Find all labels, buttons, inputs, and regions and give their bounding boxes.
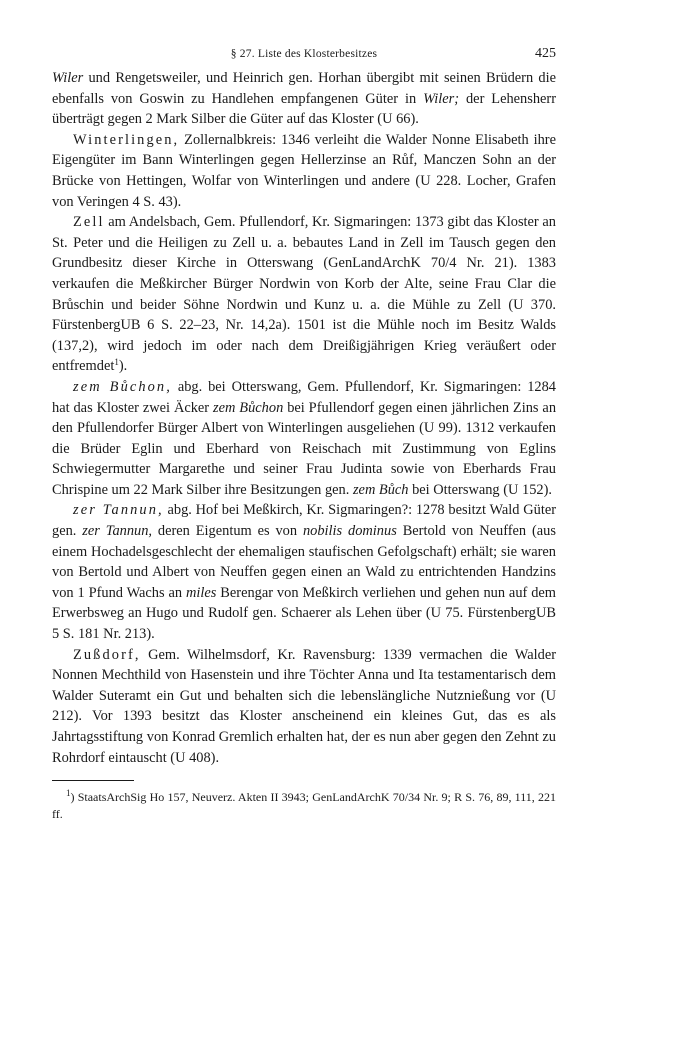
entry-winterlingen: [52, 130, 556, 212]
paragraph-text: der Lehensherr überträgt gegen 2 Mark Silber die Güter auf das Kloster (U 66).: [52, 90, 557, 128]
entry-text: deren Eigentum es von: [152, 523, 303, 540]
footnote-reference[interactable]: 1: [114, 357, 119, 368]
running-head: § 27. Liste des Klosterbesitzes: [230, 48, 378, 60]
entry-text: Gem. Wilhelmsdorf, Kr. Ravensburg: 1339 vermachen die Walder Nonnen Mechthild von Hasenstein und ihre Töchter Anna und Ita testamentarisch dem Walder Suteramt ein Gut und behalten sich die lebenslängliche Nutznießung vor (U 212). Vor 1393 besitzt das Kloster anscheinend ein kleines Gut, das es als Jahrtagsstiftung von Konrad Gremlich erhalten hat, der es nun aber gegen den Zehnt zu Rohrdorf eintauscht (U 408).: [52, 646, 556, 766]
entry-text: Bertold von Neuffen (aus einem Hochadelsgeschlecht der ehemaligen staufischen Gefolgschaft) erhält; sie waren von Bertold und Albert von Neuffen gegen einen an Wald zu entrichtenden Handzins von 1 Pfund Wachs an: [52, 523, 556, 601]
entry-text: bei Pfullendorf gegen einen jährlichen Zins an den Pfullendorfer Bürger Albert von Winterlingen ausgeliehen (U 99). 1312 verkaufen die Brüder Eglin und Eberhard von Reischach mit Zustimmung von Eglins Schwiegermutter Margarethe und seiner Frau Judinta sowie von Eberhards Frau Chrispine um 22 Mark Silber ihre Besitzungen gen.: [52, 399, 557, 498]
entry-text: ).: [118, 358, 128, 375]
place-name-italic: zem Bůchon: [213, 399, 284, 416]
entry-heading: zer Tannun,: [73, 502, 164, 519]
paragraph-text: und Rengetsweiler, und Heinrich gen. Horhan übergibt mit seinen Brüdern die ebenfalls von Goswin zu Handlehen empfangenen Güter in: [52, 70, 556, 107]
footnote: [52, 789, 556, 823]
entry-text: abg. Hof bei Meßkirch, Kr. Sigmaringen?: 1278 besitzt Wald Güter gen.: [52, 502, 556, 540]
footnote-marker: 1: [66, 788, 71, 799]
footnote-text: ) StaatsArchSig Ho 157, Neuverz. Akten II 3943; GenLandArchK 70/34 Nr. 9; R S. 76, 89, 111, 221 ff.: [52, 790, 556, 822]
entry-heading: Zußdorf,: [73, 646, 141, 663]
latin-term: nobilis dominus: [302, 523, 397, 540]
entry-zell: [52, 212, 556, 377]
latin-term: miles: [186, 584, 217, 601]
place-name-wiler: Wiler: [52, 70, 84, 86]
page-number: 425: [535, 46, 556, 61]
place-name-italic: zem Bůch: [352, 481, 409, 498]
entry-heading: Zell: [73, 214, 105, 231]
entry-text: bei Otterswang (U 152).: [408, 481, 552, 498]
entry-text: Berengar von Meßkirch verliehen und gehen nun auf dem Erwerbsweg an Hugo und Rudolf gen. Schaerer als Lehen über (U 75. FürstenbergUB 5 S. 181 Nr. 213).: [52, 584, 556, 643]
entry-text: abg. bei Otterswang, Gem. Pfullendorf, Kr. Sigmaringen: 1284 hat das Kloster zwei Äcker: [52, 378, 556, 416]
entry-heading: zem Bůchon,: [73, 378, 172, 395]
page-header: [52, 40, 556, 68]
body-text: [52, 68, 556, 768]
entry-zussdorf: [52, 645, 556, 769]
entry-text: Zollernalbkreis: 1346 verleiht die Walder Nonne Elisabeth ihre Eigengüter im Bann Winterlingen gegen Hellerzinse an Růf, Manczen Sohn an der Brücke von Hettingen, Wolfar von Winterlingen und andere (U 228. Locher, Grafen von Veringen 4 S. 43).: [52, 131, 556, 210]
paragraph-wiler-continuation: [52, 68, 556, 130]
entry-zem-buchon: [52, 377, 556, 501]
entry-zer-tannun: [52, 500, 556, 644]
entry-text: am Andelsbach, Gem. Pfullendorf, Kr. Sigmaringen: 1373 gibt das Kloster an St. Peter und die Heiligen zu Zell u. a. bebautes Land in Zell im Tausch gegen den Grundbesitz dieser Kirche in Otterswang (GenLandArchK 70/4 Nr. 21). 1383 verkaufen die Meßkircher Bürger Nordwin von Korb der Alte, seine Frau Clar die Brůschin und beider Söhne Nordwin und Kunz u. a. die Mühle zu Zell (U 370. FürstenbergUB 6 S. 22–23, Nr. 14,2a). 1501 ist die Mühle noch im Besitz Walds (137,2), wird jedoch im oder nach dem Dreißigjährigen Krieg veräußert oder entfremdet: [52, 214, 556, 375]
footnote-item: [52, 789, 556, 823]
place-name-wiler: Wiler;: [423, 90, 460, 107]
entry-heading: Winterlingen,: [73, 131, 180, 148]
document-page: [52, 40, 556, 823]
footnote-divider: [52, 780, 134, 781]
place-name-italic: zer Tannun,: [82, 523, 153, 540]
